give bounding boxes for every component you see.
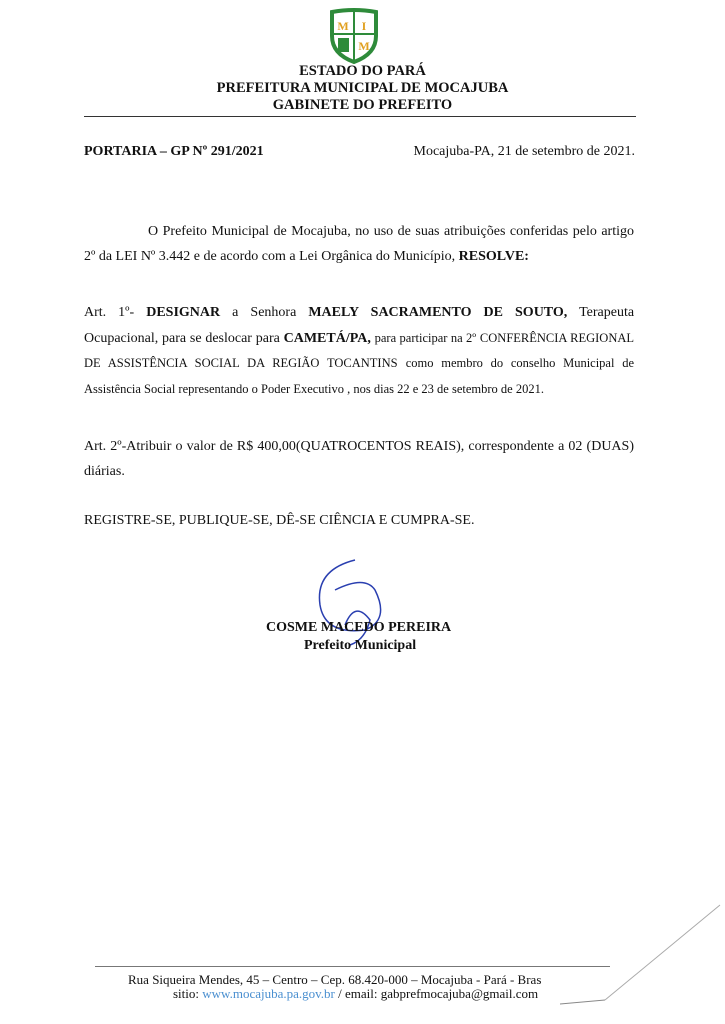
- resolve-text: RESOLVE:: [458, 248, 529, 264]
- article-2: Art. 2º-Atribuir o valor de R$ 400,00(QUATROCENTOS REAIS), correspondente a 02 (DUAS) diárias.: [84, 439, 634, 479]
- art1-prefix: Art. 1º-: [84, 305, 135, 320]
- footer-divider: [95, 966, 610, 967]
- site-label: sitio:: [173, 986, 200, 1001]
- header-divider: [84, 116, 636, 117]
- page-corner-fold: [560, 900, 725, 1024]
- footer-contact: [173, 986, 538, 1002]
- footer-email: / email: gabprefmocajuba@gmail.com: [338, 986, 539, 1001]
- header-prefecture: PREFEITURA MUNICIPAL DE MOCAJUBA: [216, 80, 509, 96]
- art1-verb: DESIGNAR: [146, 305, 221, 320]
- header-state: ESTADO DO PARÁ: [299, 63, 426, 79]
- place-date: Mocajuba-PA, 21 de setembro de 2021.: [413, 144, 635, 159]
- designee-name: MAELY SACRAMENTO DE SOUTO,: [308, 305, 568, 320]
- preamble-paragraph: [84, 220, 634, 269]
- header-cabinet: GABINETE DO PREFEITO: [272, 97, 453, 113]
- website-link[interactable]: www.mocajuba.pa.gov.br: [202, 986, 335, 1001]
- signatory-name: COSME MACEDO PEREIRA: [266, 620, 452, 635]
- destination-city: CAMETÁ/PA,: [283, 330, 371, 346]
- art1-text: a Senhora: [232, 305, 297, 320]
- svg-text:M: M: [337, 19, 349, 33]
- article-1: [84, 301, 634, 402]
- ordinance-number: PORTARIA – GP Nº 291/2021: [84, 144, 264, 159]
- footer-address: Rua Siqueira Mendes, 45 – Centro – Cep. 68.420-000 – Mocajuba - Pará - Bras: [128, 972, 542, 987]
- conference-name: CONFERÊNCIA REGIONAL DE ASSISTÊNCIA SOCIAL DA REGIÃO TOCANTINS: [84, 330, 635, 370]
- svg-text:M: M: [358, 39, 370, 53]
- svg-text:I: I: [361, 19, 367, 33]
- municipal-crest-logo: [328, 8, 380, 64]
- preamble-text: O Prefeito Municipal de Mocajuba, no uso de suas atribuições conferidas pelo artigo 2º da LEI Nº 3.442 e de acordo com a Lei Orgânica do Município,: [84, 224, 634, 264]
- closing-statement: REGISTRE-SE, PUBLIQUE-SE, DÊ-SE CIÊNCIA E CUMPRA-SE.: [84, 513, 475, 528]
- art1-text: Terapeuta Ocupacional, para se deslocar para: [84, 305, 635, 346]
- signatory-role: Prefeito Municipal: [304, 638, 417, 653]
- art1-text: para participar na 2º: [374, 330, 477, 345]
- art1-text: como membro do conselho Municipal de Assistência Social representando o Poder Executivo , nos dias 22 e 23 de setembro de 2021.: [84, 356, 635, 396]
